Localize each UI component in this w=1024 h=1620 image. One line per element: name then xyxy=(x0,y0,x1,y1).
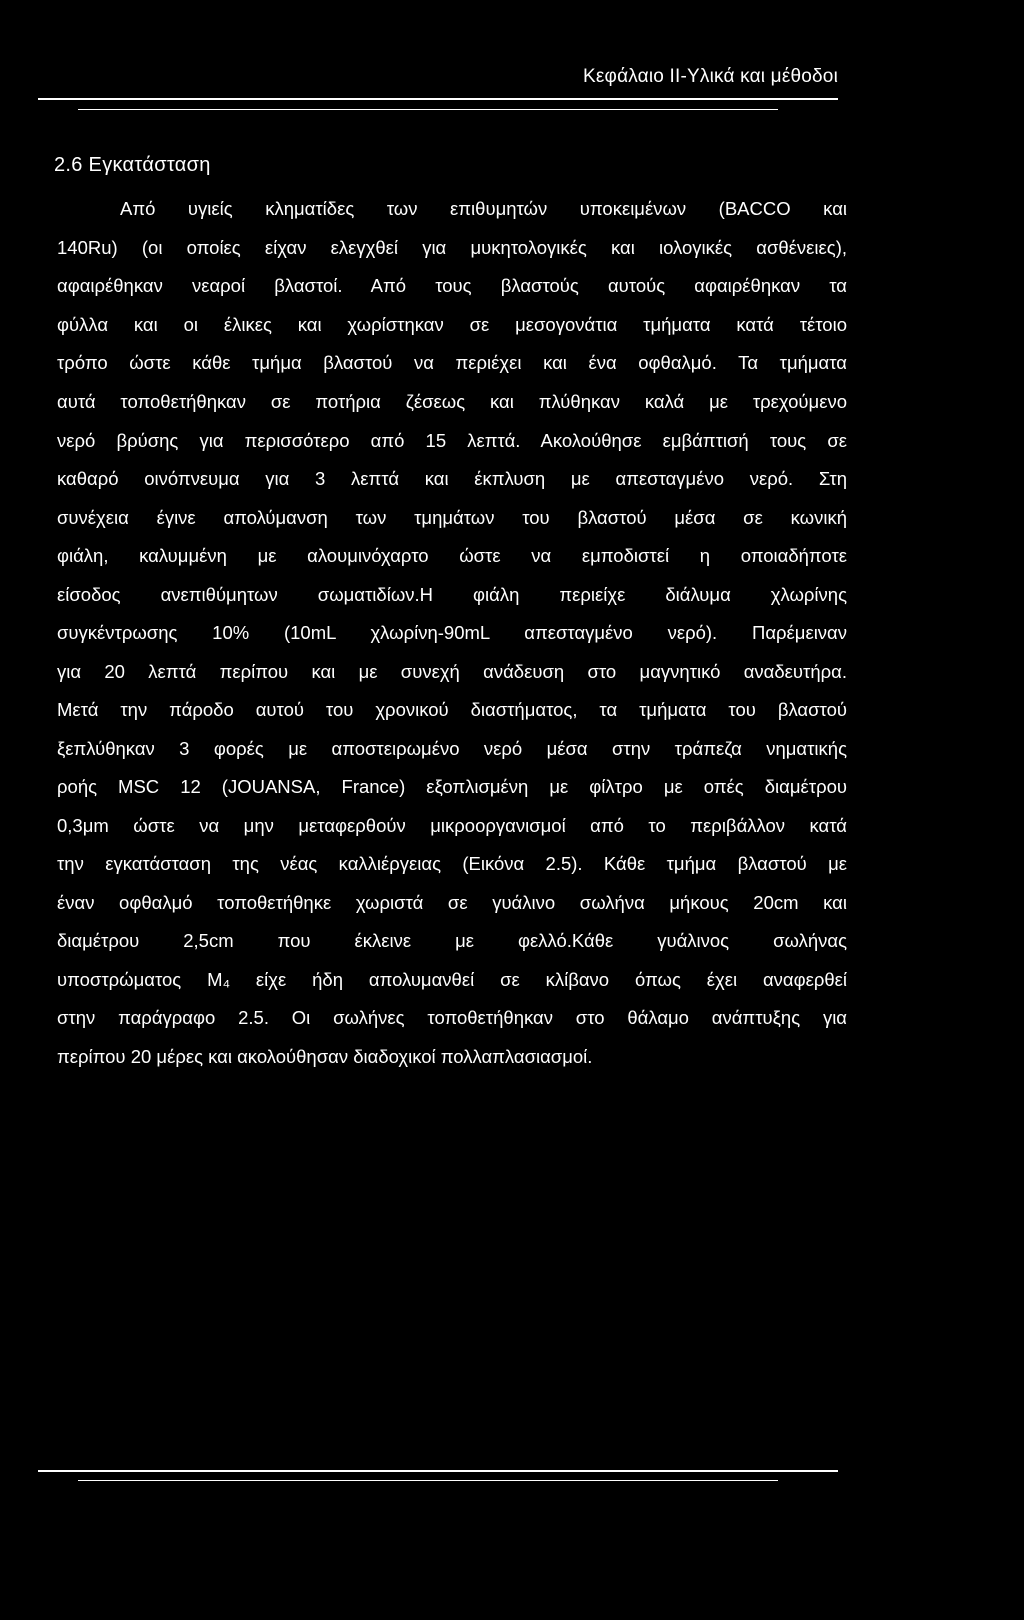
paragraph-line: την εγκατάσταση της νέας καλλιέργειας (Εικόνα 2.5). Κάθε τμήμα βλαστού με xyxy=(57,853,847,874)
paragraph-line: ροής MSC 12 (JOUANSA, France) εξοπλισμένη με φίλτρο με οπές διαμέτρου xyxy=(57,776,847,797)
chapter-header: Κεφάλαιο ΙΙ-Υλικά και μέθοδοι xyxy=(583,66,838,87)
paragraph-line: αυτά τοποθετήθηκαν σε ποτήρια ζέσεως και πλύθηκαν καλά με τρεχούμενο xyxy=(57,391,847,412)
paragraph-line: φύλλα και οι έλικες και χωρίστηκαν σε μεσογονάτια τμήματα κατά τέτοιο xyxy=(57,314,847,335)
paragraph-line: συνέχεια έγινε απολύμανση των τμημάτων του βλαστού μέσα σε κωνική xyxy=(57,507,847,528)
section-heading: 2.6 Εγκατάσταση xyxy=(54,154,211,176)
paragraph-line: υποστρώματος M₄ είχε ήδη απολυμανθεί σε κλίβανο όπως έχει αναφερθεί xyxy=(57,969,847,990)
header-rule-thick xyxy=(38,98,838,100)
paragraph-line: για 20 λεπτά περίπου και με συνεχή ανάδευση στο μαγνητικό αναδευτήρα. xyxy=(57,661,847,682)
paragraph-line: ξεπλύθηκαν 3 φορές με αποστειρωμένο νερό μέσα στην τράπεζα νηματικής xyxy=(57,738,847,759)
paragraph-line: έναν οφθαλμό τοποθετήθηκε χωριστά σε γυάλινο σωλήνα μήκους 20cm και xyxy=(57,892,847,913)
footer-rule-thick xyxy=(38,1470,838,1472)
footer-rule-thin xyxy=(78,1480,778,1481)
paragraph-line: 0,3μm ώστε να μην μεταφερθούν μικροοργανισμοί από το περιβάλλον κατά xyxy=(57,815,847,836)
paragraph-line: συγκέντρωσης 10% (10mL χλωρίνη-90mL απεσταγμένο νερό). Παρέμειναν xyxy=(57,622,847,643)
paragraph-line: διαμέτρου 2,5cm που έκλεινε με φελλό.Κάθε γυάλινος σωλήνας xyxy=(57,930,847,951)
paragraph-line: φιάλη, καλυμμένη με αλουμινόχαρτο ώστε να εμποδιστεί η οποιαδήποτε xyxy=(57,545,847,566)
paragraph-line: στην παράγραφο 2.5. Οι σωλήνες τοποθετήθηκαν στο θάλαμο ανάπτυξης για xyxy=(57,1007,847,1028)
paragraph-line: αφαιρέθηκαν νεαροί βλαστοί. Από τους βλαστούς αυτούς αφαιρέθηκαν τα xyxy=(57,275,847,296)
header-rule-thin xyxy=(78,109,778,110)
paragraph-line: Από υγιείς κληματίδες των επιθυμητών υποκειμένων (BACCO και xyxy=(120,198,847,219)
paragraph-line: Μετά την πάροδο αυτού του χρονικού διαστήματος, τα τμήματα του βλαστού xyxy=(57,699,847,720)
paragraph-line: 140Ru) (οι οποίες είχαν ελεγχθεί για μυκητολογικές και ιολογικές ασθένειες), xyxy=(57,237,847,258)
paragraph-line-last: περίπου 20 μέρες και ακολούθησαν διαδοχικοί πολλαπλασιασμοί. xyxy=(57,1046,593,1067)
paragraph-line: νερό βρύσης για περισσότερο από 15 λεπτά. Ακολούθησε εμβάπτισή τους σε xyxy=(57,430,847,451)
paragraph-line: είσοδος ανεπιθύμητων σωματιδίων.Η φιάλη περιείχε διάλυμα χλωρίνης xyxy=(57,584,847,605)
paragraph-line: τρόπο ώστε κάθε τμήμα βλαστού να περιέχει και ένα οφθαλμό. Τα τμήματα xyxy=(57,352,847,373)
paragraph-line: καθαρό οινόπνευμα για 3 λεπτά και έκπλυση με απεσταγμένο νερό. Στη xyxy=(57,468,847,489)
